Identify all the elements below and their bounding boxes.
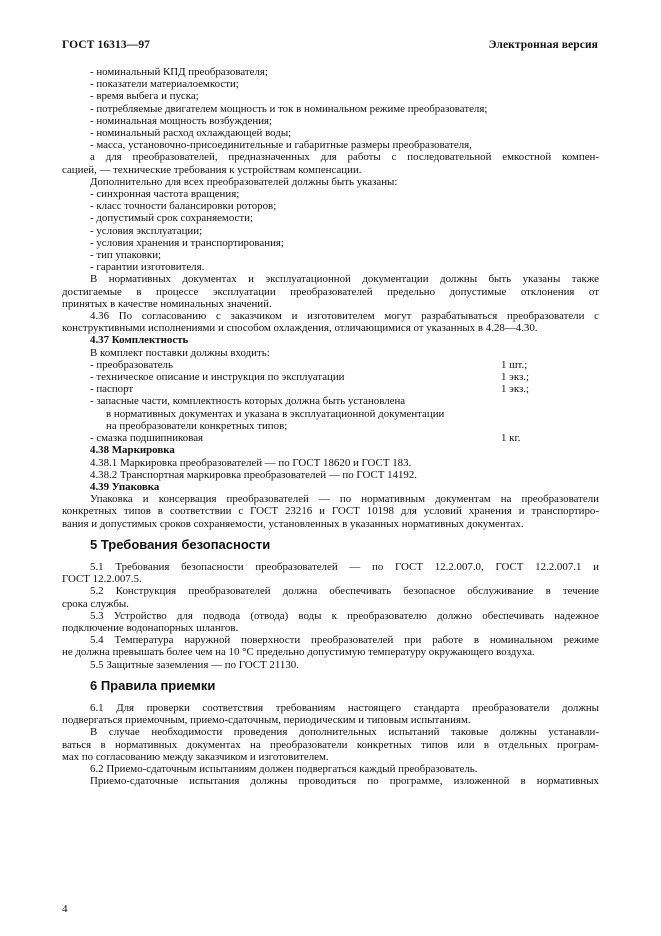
paragraph-line: а для преобразователей, предназначенных для работы с последовательной емкостной компен- — [90, 151, 599, 164]
list-item: - номинальная мощность возбуждения; — [90, 114, 273, 127]
section-heading-4-39: 4.39 Упаковка — [90, 480, 160, 493]
paragraph-line: ГОСТ 12.2.007.5. — [62, 573, 142, 586]
list-item: - гарантии изготовителя. — [90, 261, 205, 274]
paragraph-line: 5.3 Устройство для подвода (отвода) воды к преобразователю должно обеспечивать надежное — [90, 609, 599, 622]
header-edition-label: Электронная версия — [488, 39, 598, 51]
section-heading-4-37: 4.37 Комплектность — [90, 334, 189, 347]
paragraph-line: 4.36 По согласованию с заказчиком и изготовителем могут разрабатываться преобразователи с — [90, 310, 599, 323]
header-standard-number: ГОСТ 16313—97 — [62, 39, 151, 51]
paragraph-line: Приемо-сдаточные испытания должны проводиться по программе, изложенной в нормативных — [90, 775, 599, 788]
kit-quantity: 1 кг. — [501, 432, 521, 445]
kit-quantity: 1 экз.; — [501, 383, 530, 396]
paragraph-line: 5.5 Защитные заземления — по ГОСТ 21130. — [90, 658, 299, 671]
paragraph-line: подвергаться приемочным, приемо-сдаточным, периодическим и типовым испытаниям. — [62, 714, 471, 727]
kit-row — [62, 371, 599, 383]
kit-item: - смазка подшипниковая — [90, 432, 204, 445]
page-number: 4 — [62, 903, 68, 915]
document-body — [62, 66, 599, 787]
paragraph-line: вания и допустимых сроков сохраняемости, установленных в указанных нормативных документах. — [62, 517, 524, 530]
paragraph-line: В нормативных документах и эксплуатационной документации должны быть указаны также — [90, 273, 599, 286]
kit-row — [62, 432, 599, 444]
paragraph-line: В случае необходимости проведения дополнительных испытаний таковые должны устанавли- — [90, 726, 599, 739]
paragraph-line: конструктивными исполнениями и способом охлаждения, отличающимися от указанных в 4.28—4.30. — [62, 322, 538, 335]
paragraph-line: мах по согласованию между заказчиком и изготовителем. — [62, 750, 329, 763]
list-item: - допустимый срок сохраняемости; — [90, 212, 253, 225]
paragraph-line: 6.2 Приемо-сдаточным испытаниям должен подвергаться каждый преобразователь. — [90, 762, 478, 775]
list-item: - показатели материалоемкости; — [90, 78, 239, 91]
paragraph-line: ваться в нормативных документах на преобразователи конкретных типов или в отдельных програм- — [62, 738, 599, 751]
list-item: - потребляемые двигателем мощность и ток в номинальном режиме преобразователя; — [90, 102, 488, 115]
list-item: - условия эксплуатации; — [90, 224, 203, 237]
kit-quantity: 1 экз.; — [501, 371, 530, 384]
section-heading-4-38: 4.38 Маркировка — [90, 444, 175, 457]
paragraph-line: достигаемые в процессе эксплуатации преобразователей предельно допустимые отклонения от — [62, 285, 599, 298]
kit-item-continued: на преобразователи конкретных типов; — [106, 419, 288, 432]
kit-row — [62, 359, 599, 371]
kit-row — [62, 383, 599, 395]
paragraph-line: принятых в качестве номинальных значений. — [62, 297, 272, 310]
list-item: - время выбега и пуска; — [90, 90, 199, 103]
paragraph-line: Дополнительно для всех преобразователей должны быть указаны: — [90, 175, 398, 188]
paragraph-line: 5.1 Требования безопасности преобразователей — по ГОСТ 12.2.007.0, ГОСТ 12.2.007.1 и — [90, 560, 599, 573]
kit-item: - преобразователь — [90, 358, 173, 371]
kit-item: - запасные части, комплектность которых должна быть установлена — [90, 395, 406, 408]
paragraph-line: В комплект поставки должны входить: — [90, 346, 270, 359]
paragraph-line: 4.38.1 Маркировка преобразователей — по ГОСТ 18620 и ГОСТ 183. — [90, 456, 412, 469]
paragraph-line: конкретных типов в соответствии с ГОСТ 23216 и ГОСТ 10198 для условий хранения и транспортиро- — [62, 505, 599, 518]
paragraph-line: не должна превышать более чем на 10 °С предельно допустимую температуру окружающего воздуха. — [62, 646, 535, 659]
list-item: - номинальный расход охлаждающей воды; — [90, 127, 292, 140]
paragraph-line: подключение водонапорных шлангов. — [62, 621, 239, 634]
paragraph-line: 4.38.2 Транспортная маркировка преобразователей — по ГОСТ 14192. — [90, 468, 418, 481]
list-item: - класс точности балансировки роторов; — [90, 200, 277, 213]
list-item: - номинальный КПД преобразователя; — [90, 66, 268, 78]
paragraph-line: сацией, — технические требования к устройствам компенсации. — [62, 163, 362, 176]
paragraph-line: 5.2 Конструкция преобразователей должна обеспечивать безопасное обслуживание в течение — [90, 585, 599, 598]
kit-quantity: 1 шт.; — [501, 358, 528, 371]
list-item: - масса, установочно-присоединительные и габаритные размеры преобразователя, — [90, 139, 472, 152]
list-item: - условия хранения и транспортирования; — [90, 236, 284, 249]
list-item: - синхронная частота вращения; — [90, 188, 240, 201]
paragraph-line: 6.1 Для проверки соответствия требованиям настоящего стандарта преобразователи должны — [90, 701, 599, 714]
paragraph-line: срока службы. — [62, 597, 129, 610]
section-title-6: 6 Правила приемки — [90, 677, 216, 693]
kit-item: - техническое описание и инструкция по эксплуатации — [90, 371, 345, 384]
kit-item: - паспорт — [90, 383, 134, 396]
list-item: - тип упаковки; — [90, 249, 162, 262]
paragraph-line: 5.4 Температура наружной поверхности преобразователей при работе в номинальном режиме — [90, 634, 599, 647]
paragraph-line: Упаковка и консервация преобразователей — по нормативным документам на преобразователи — [90, 493, 599, 506]
section-title-5: 5 Требования безопасности — [90, 536, 271, 552]
kit-item-continued: в нормативных документах и указана в эксплуатационной документации — [106, 407, 445, 420]
